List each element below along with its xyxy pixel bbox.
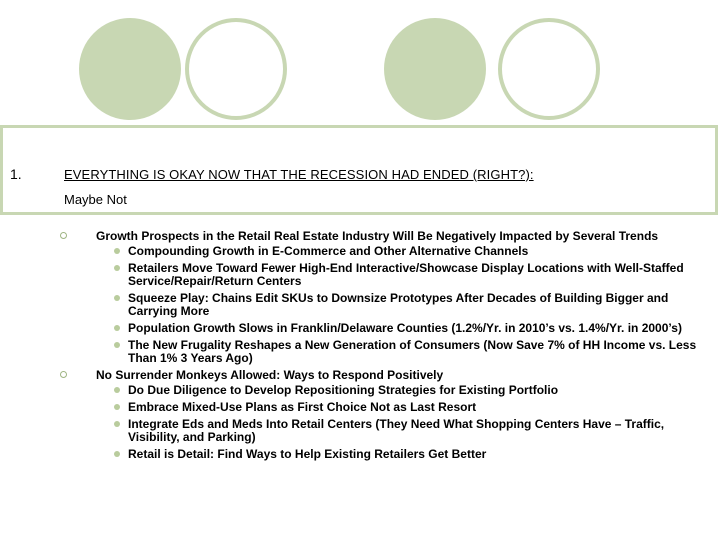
ring-bullet-icon bbox=[60, 371, 67, 378]
sub-bullet bbox=[60, 322, 700, 335]
sub-bullet-text: Embrace Mixed-Use Plans as First Choice Not as Last Resort bbox=[128, 400, 477, 414]
sub-bullet-text: Integrate Eds and Meds Into Retail Centers (They Need What Shopping Centers Have – Traffic, Visibility, and Parking) bbox=[128, 417, 665, 444]
dot-bullet-icon bbox=[114, 451, 120, 457]
ring-bullet-icon bbox=[60, 232, 67, 239]
circle-filled-1 bbox=[79, 18, 181, 120]
dot-bullet-icon bbox=[114, 342, 120, 348]
section-bullet bbox=[60, 230, 700, 243]
sub-bullet bbox=[60, 245, 700, 258]
slide-title: EVERYTHING IS OKAY NOW THAT THE RECESSION HAD ENDED (RIGHT?): bbox=[64, 167, 534, 182]
dot-bullet-icon bbox=[114, 265, 120, 271]
circle-outline-2 bbox=[498, 18, 600, 120]
dot-bullet-icon bbox=[114, 325, 120, 331]
dot-bullet-icon bbox=[114, 295, 120, 301]
sub-bullet bbox=[60, 448, 700, 461]
slide-subtitle: Maybe Not bbox=[64, 192, 127, 207]
sub-bullet-text: Retail is Detail: Find Ways to Help Existing Retailers Get Better bbox=[128, 447, 487, 461]
sub-bullet-text: Retailers Move Toward Fewer High-End Interactive/Showcase Display Locations with Well-Staffed Service/Repair/Return Centers bbox=[128, 261, 684, 288]
sub-bullet bbox=[60, 401, 700, 414]
circle-outline-1 bbox=[185, 18, 287, 120]
dot-bullet-icon bbox=[114, 248, 120, 254]
section-text: No Surrender Monkeys Allowed: Ways to Respond Positively bbox=[96, 368, 444, 382]
slide-number: 1. bbox=[10, 166, 22, 182]
circle-filled-2 bbox=[384, 18, 486, 120]
section-bullet bbox=[60, 369, 700, 382]
dot-bullet-icon bbox=[114, 404, 120, 410]
sub-bullet-text: The New Frugality Reshapes a New Generation of Consumers (Now Save 7% of HH Income vs. Less Than 1% 3 Years Ago) bbox=[128, 338, 697, 365]
sub-bullet bbox=[60, 339, 700, 365]
dot-bullet-icon bbox=[114, 421, 120, 427]
section-text: Growth Prospects in the Retail Real Estate Industry Will Be Negatively Impacted by Several Trends bbox=[96, 229, 659, 243]
sub-bullet-text: Do Due Diligence to Develop Repositioning Strategies for Existing Portfolio bbox=[128, 383, 559, 397]
sub-bullet-text: Compounding Growth in E-Commerce and Other Alternative Channels bbox=[128, 244, 529, 258]
sub-bullet bbox=[60, 418, 700, 444]
dot-bullet-icon bbox=[114, 387, 120, 393]
sub-bullet bbox=[60, 384, 700, 397]
bullet-list bbox=[60, 230, 700, 465]
title-band bbox=[0, 125, 718, 215]
sub-bullet bbox=[60, 262, 700, 288]
sub-bullet-text: Population Growth Slows in Franklin/Delaware Counties (1.2%/Yr. in 2010’s vs. 1.4%/Yr. in 2000’s) bbox=[128, 321, 682, 335]
sub-bullet bbox=[60, 292, 700, 318]
sub-bullet-text: Squeeze Play: Chains Edit SKUs to Downsize Prototypes After Decades of Building Bigger and Carrying More bbox=[128, 291, 669, 318]
